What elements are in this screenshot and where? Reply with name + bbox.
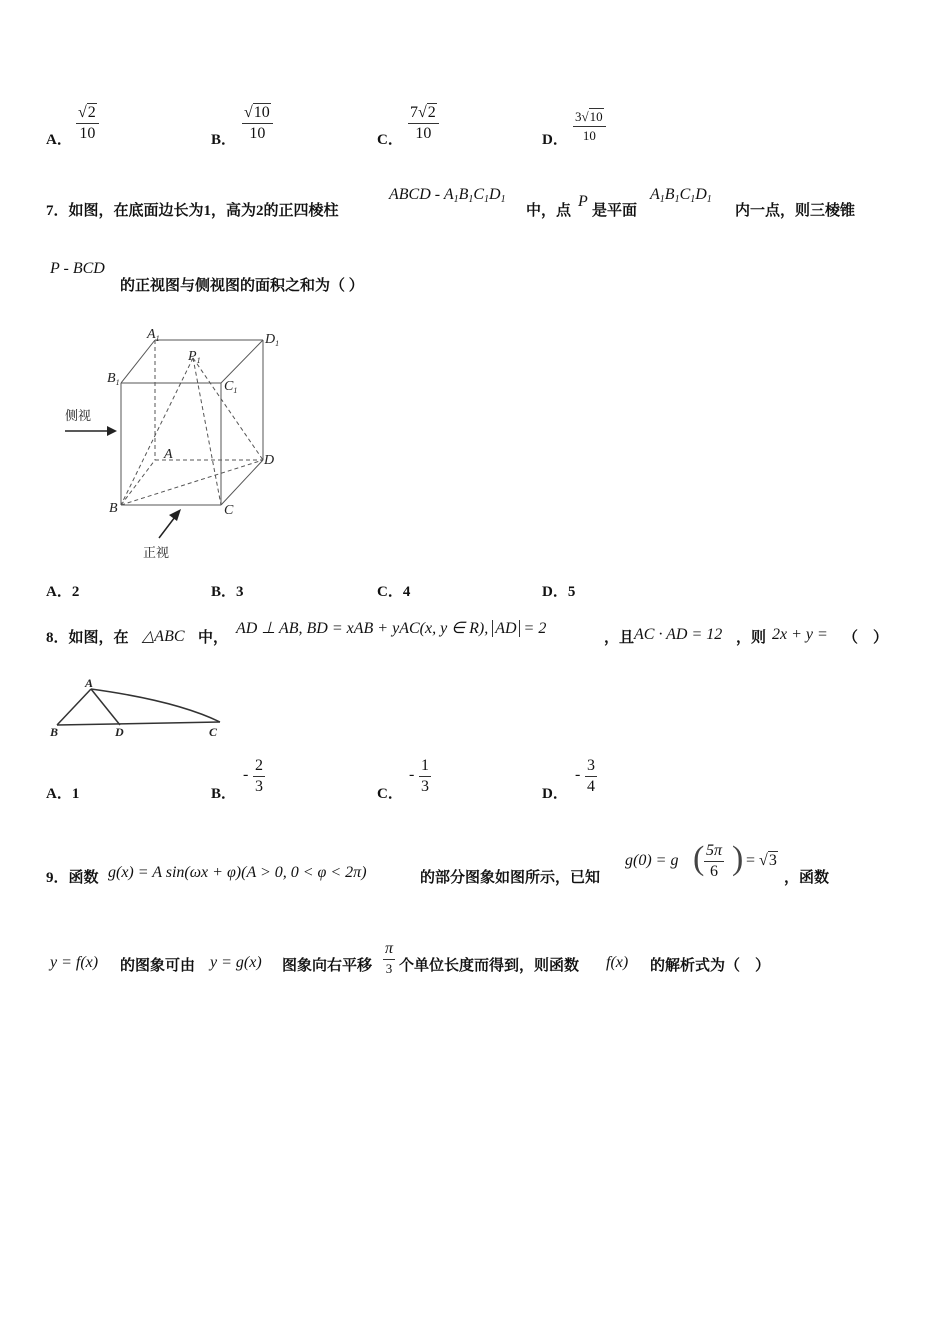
label-c1: $C_1$ — [224, 379, 238, 395]
q7-stem-part4: 内一点，则三棱锥 — [735, 203, 856, 219]
q7-prism-figure — [55, 320, 295, 565]
q8-condition: AD ⊥ AB, BD = xAB + yAC(x, y ∈ R), AD = 2 — [236, 620, 547, 637]
q8-option-b-label: B． — [211, 786, 237, 802]
front-view-label: 正视 — [143, 546, 170, 561]
q9-mid: 的部分图象如图所示，已知 — [420, 870, 601, 886]
q6-b-den: 10 — [249, 125, 266, 142]
q8-option-d-label: D． — [542, 786, 568, 802]
q8-paren: （ ） — [843, 630, 889, 646]
q9-line2-a: 的图象可由 — [120, 958, 196, 974]
q9-frac-5pi-6: 5π 6 — [706, 842, 723, 880]
label-b: B — [109, 501, 118, 516]
q9-y-fx: y = f(x) — [50, 954, 99, 971]
q6-a-radicand: 2 — [87, 104, 96, 121]
q6-option-a-label: A． — [46, 132, 72, 148]
q9-fx: f(x) — [606, 954, 629, 971]
label-d: D — [264, 453, 275, 468]
q8-prefix: 8．如图，在 — [46, 630, 129, 646]
edge-ab — [57, 689, 91, 725]
edge-bc — [57, 722, 220, 725]
q9-paren-right: ) — [732, 840, 744, 877]
q7-point-p: P — [578, 193, 588, 210]
q9-tail: ，函数 — [784, 870, 830, 886]
q8-option-c-label: C． — [377, 786, 403, 802]
side-view-arrowhead — [107, 426, 117, 436]
q6-b-radicand: 10 — [253, 104, 270, 121]
edge-pb — [121, 358, 193, 505]
edge-ad — [91, 689, 120, 725]
q9-line2-c: 个单位长度而得到，则函数 — [399, 958, 580, 974]
q8-option-a[interactable]: A．1 — [46, 786, 80, 802]
q6-option-b-label: B． — [211, 132, 237, 148]
edge-pc — [193, 358, 221, 505]
q8-zhong: 中， — [198, 630, 229, 646]
q8-expression: 2x + y = — [772, 626, 828, 643]
edge-pd — [193, 358, 263, 460]
q7-stem-part2: 中，点 — [526, 203, 572, 219]
q6-option-b-value[interactable]: √10 10 — [242, 104, 273, 143]
q6-option-c-label: C． — [377, 132, 403, 148]
q6-d-coef: 3 — [575, 109, 582, 124]
q9-frac-pi-3: π 3 — [385, 940, 394, 976]
q6-c-coef: 7 — [410, 104, 418, 121]
q8-triangle-figure — [45, 675, 230, 745]
q8-option-d-value[interactable]: 3 4 — [587, 757, 595, 795]
label-b: B — [50, 725, 59, 739]
q6-d-den: 10 — [582, 128, 596, 143]
q8-option-b-value[interactable]: 2 3 — [255, 757, 263, 795]
edge-ac — [91, 689, 220, 722]
q6-option-a-value[interactable]: √2 10 — [76, 104, 99, 143]
q9-prefix: 9．函数 — [46, 870, 99, 886]
q9-function: g(x) = A sin(ωx + φ)(A > 0, 0 < φ < 2π) — [108, 864, 367, 881]
edge-b1a1 — [121, 340, 155, 383]
front-view-arrowhead — [169, 509, 181, 521]
q9-g0: g(0) = g — [625, 852, 679, 869]
q7-option-a[interactable]: A．2 — [46, 584, 80, 600]
label-b1: $B_1$ — [107, 371, 120, 387]
label-c: C — [209, 725, 218, 739]
label-a: A — [85, 676, 94, 690]
q8-triangle: △ABC — [142, 628, 185, 645]
label-d1: $D_1$ — [265, 332, 280, 348]
edge-c1d1 — [221, 340, 263, 383]
q7-prism-name: ABCD - $A_1B_1C_1D_1$ — [389, 186, 506, 205]
q7-option-d[interactable]: D．5 — [542, 584, 576, 600]
q6-c-radicand: 2 — [427, 104, 436, 121]
q7-option-c[interactable]: C．4 — [377, 584, 411, 600]
q7-stem-line2: 的正视图与侧视图的面积之和为（ ） — [120, 278, 364, 294]
q9-paren-left: ( — [693, 840, 705, 877]
label-d: D — [115, 725, 124, 739]
edge-ba — [121, 460, 155, 505]
q7-plane-name: $A_1B_1C_1D_1$ — [650, 186, 712, 205]
q7-stem-part3: 是平面 — [592, 203, 638, 219]
q8-option-d-sign: - — [575, 766, 581, 783]
q7-option-b[interactable]: B．3 — [211, 584, 244, 600]
q7-pyramid-name: P - BCD — [50, 260, 105, 277]
q8-qie: ，且 — [604, 630, 635, 646]
q8-ze: ，则 — [736, 630, 767, 646]
q8-dot-product: AC · AD = 12 — [634, 626, 723, 643]
label-p: $P_1$ — [188, 349, 201, 365]
label-a1: $A_1$ — [147, 327, 160, 343]
q9-line2-b: 图象向右平移 — [282, 958, 373, 974]
q6-option-d-label: D． — [542, 132, 568, 148]
q6-c-den: 10 — [415, 125, 432, 142]
label-c: C — [224, 503, 234, 518]
q9-y-gx: y = g(x) — [210, 954, 262, 971]
label-a: A — [164, 447, 173, 462]
q6-option-d-value[interactable]: 3√10 10 — [573, 109, 606, 144]
q9-line2-d: 的解析式为（ ） — [650, 958, 771, 974]
q6-d-radicand: 10 — [589, 109, 603, 124]
side-view-label: 侧视 — [65, 409, 92, 424]
q6-a-den: 10 — [79, 125, 96, 142]
q8-option-c-value[interactable]: 1 3 — [421, 757, 429, 795]
q9-eq-sqrt3: = √3 — [746, 852, 777, 869]
q6-option-c-value[interactable]: 7√2 10 — [408, 104, 439, 143]
q7-stem-part1: 7．如图，在底面边长为1，高为2的正四棱柱 — [46, 203, 339, 219]
q8-option-c-sign: - — [409, 766, 415, 783]
q8-option-b-sign: - — [243, 766, 249, 783]
